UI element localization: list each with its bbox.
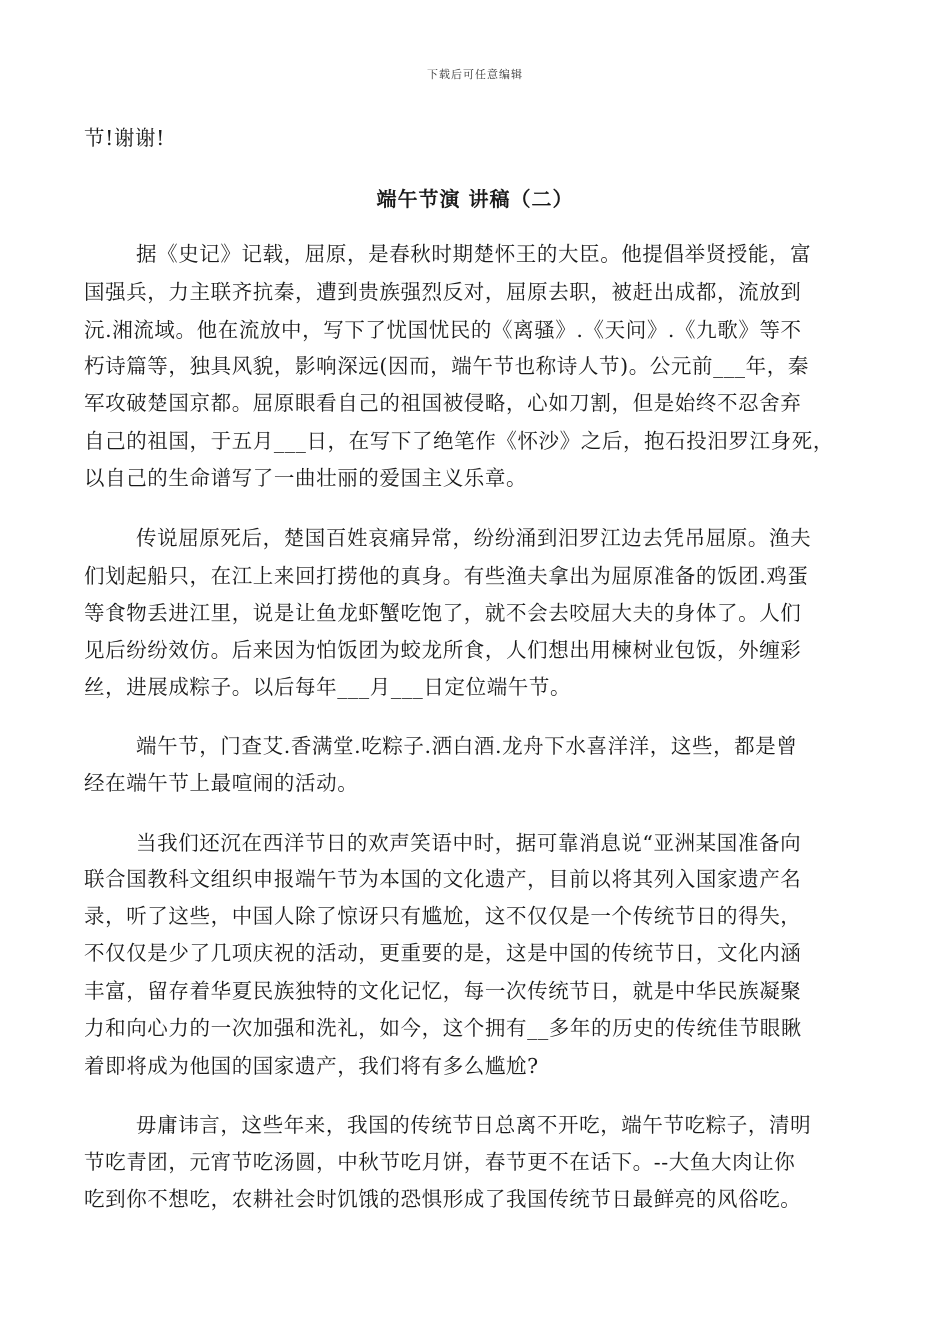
- text-line: 沅.湘流域。他在流放中，写下了忧国忧民的《离骚》.《天问》.《九歌》等不: [84, 318, 802, 342]
- text-line: 吃到你不想吃，农耕社会时饥饿的恐惧形成了我国传统节日最鲜亮的风俗吃。: [84, 1187, 802, 1211]
- text-line: 当我们还沉在西洋节日的欢声笑语中时，据可靠消息说“亚洲某国准备向: [136, 831, 802, 855]
- text-line: 节吃青团，元宵节吃汤圆，中秋节吃月饼，春节更不在话下。--大鱼大肉让你: [84, 1150, 796, 1174]
- text-line: 丰富，留存着华夏民族独特的文化记忆，每一次传统节日，就是中华民族凝聚: [84, 979, 802, 1003]
- text-line: 们划起船只，在江上来回打捞他的真身。有些渔夫拿出为屈原准备的饭团.鸡蛋: [84, 564, 809, 588]
- text-line: 端午节，门查艾.香满堂.吃粽子.洒白酒.龙舟下水喜洋洋，这些，都是曾: [136, 734, 798, 758]
- text-line: 传说屈原死后，楚国百姓哀痛异常，纷纷涌到汨罗江边去凭吊屈原。渔夫: [136, 526, 812, 550]
- text-line: 国强兵，力主联齐抗秦，遭到贵族强烈反对，屈原去职，被赶出成都，流放到: [84, 280, 802, 304]
- text-line: 联合国教科文组织申报端午节为本国的文化遗产，目前以将其列入国家遗产名: [84, 867, 802, 891]
- text-line: 经在端午节上最喧闹的活动。: [84, 771, 359, 795]
- text-line: 见后纷纷效仿。后来因为怕饭团为蛟龙所食，人们想出用楝树业包饭，外缠彩: [84, 638, 802, 662]
- text-line: 不仅仅是少了几项庆祝的活动，更重要的是，这是中国的传统节日，文化内涵: [84, 941, 802, 965]
- text-line: 录，听了这些，中国人除了惊讶只有尴尬，这不仅仅是一个传统节日的得失，: [84, 904, 802, 928]
- text-line: 自己的祖国，于五月___日，在写下了绝笔作《怀沙》之后，抱石投汨罗江身死，: [84, 429, 834, 453]
- text-line: 等食物丢进江里，说是让鱼龙虾蟹吃饱了，就不会去咬屈大夫的身体了。人们: [84, 601, 802, 625]
- document-title: 端午节演 讲稿（二）: [376, 187, 574, 211]
- text-line: 着即将成为他国的国家遗产，我们将有多么尴尬?: [84, 1054, 539, 1078]
- text-line: 丝，进展成粽子。以后每年___月___日定位端午节。: [84, 675, 572, 699]
- text-line: 以自己的生命谱写了一曲壮丽的爱国主义乐章。: [84, 466, 528, 490]
- text-line: 毋庸讳言，这些年来，我国的传统节日总离不开吃，端午节吃粽子，清明: [136, 1113, 812, 1137]
- text-line: 军攻破楚国京都。屈原眼看自己的祖国被侵略，心如刀割，但是始终不忍舍弃: [84, 391, 802, 415]
- page-header-note: 下载后可任意编辑: [427, 68, 523, 81]
- text-line: 朽诗篇等，独具风貌，影响深远(因而，端午节也称诗人节)。公元前___年，秦: [84, 354, 809, 378]
- text-line: 据《史记》记载，屈原，是春秋时期楚怀王的大臣。他提倡举贤授能，富: [136, 242, 812, 266]
- lead-line: 节!谢谢!: [84, 126, 165, 150]
- text-line: 力和向心力的一次加强和洗礼，如今，这个拥有__多年的历史的传统佳节眼瞅: [84, 1016, 802, 1040]
